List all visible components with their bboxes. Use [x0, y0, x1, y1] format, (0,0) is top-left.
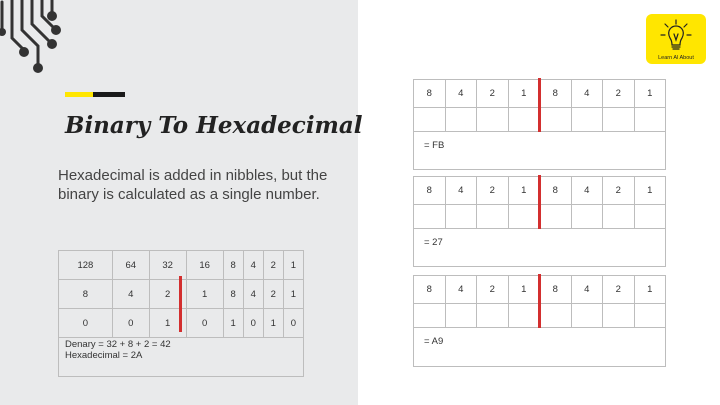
header-cell: 2	[603, 276, 635, 304]
accent-bar-yellow	[65, 92, 93, 97]
header-cell: 8	[540, 276, 572, 304]
worked-example-result	[58, 337, 304, 377]
answer-cell[interactable]	[445, 108, 477, 132]
binary-digit-cell: 1	[263, 309, 283, 338]
header-cell: 2	[477, 177, 509, 205]
binary-digit-cell: 0	[243, 309, 263, 338]
hex-result: = 27	[424, 237, 443, 248]
answer-cell[interactable]	[508, 108, 540, 132]
header-cell: 4	[571, 177, 603, 205]
answer-cell[interactable]	[477, 205, 509, 229]
header-cell: 1	[634, 80, 666, 108]
answer-cell[interactable]	[634, 108, 666, 132]
lightbulb-icon	[646, 16, 706, 56]
header-cell: 8	[414, 177, 446, 205]
header-cell: 4	[445, 80, 477, 108]
place-value-cell: 1	[283, 251, 303, 280]
header-cell: 4	[571, 276, 603, 304]
header-cell: 1	[508, 177, 540, 205]
place-value-cell: 64	[112, 251, 149, 280]
hex-result: Hexadecimal = 2A	[65, 350, 143, 361]
header-cell: 8	[414, 276, 446, 304]
answer-cell[interactable]	[603, 108, 635, 132]
answer-cell[interactable]	[477, 304, 509, 328]
answer-cell[interactable]	[540, 108, 572, 132]
header-cell: 2	[603, 80, 635, 108]
nibble-value-cell: 8	[223, 280, 243, 309]
nibble-value-cell: 2	[263, 280, 283, 309]
header-cell: 1	[508, 276, 540, 304]
answer-cell[interactable]	[508, 304, 540, 328]
binary-digit-cell: 1	[223, 309, 243, 338]
nibble-value-cell: 2	[149, 280, 186, 309]
exercise-result-1	[413, 132, 666, 170]
slide-title: Binary To Hexadecimal	[65, 112, 363, 139]
nibble-value-cell: 1	[283, 280, 303, 309]
header-cell: 4	[445, 276, 477, 304]
slide-description: Hexadecimal is added in nibbles, but the binary is calculated as a single number.	[58, 167, 328, 203]
answer-cell[interactable]	[445, 304, 477, 328]
hex-result: = FB	[424, 140, 445, 151]
binary-digit-cell: 1	[149, 309, 186, 338]
header-cell: 2	[477, 276, 509, 304]
answer-cell[interactable]	[571, 304, 603, 328]
exercise-result-3	[413, 328, 666, 367]
nibble-value-cell: 4	[243, 280, 263, 309]
logo-text: Learn Al About	[658, 55, 694, 61]
answer-cell[interactable]	[414, 205, 446, 229]
binary-digit-cell: 0	[283, 309, 303, 338]
exercise-result-2	[413, 229, 666, 267]
header-cell: 1	[508, 80, 540, 108]
answer-cell[interactable]	[634, 205, 666, 229]
header-cell: 8	[414, 80, 446, 108]
binary-digit-cell: 0	[59, 309, 113, 338]
binary-digit-cell: 0	[186, 309, 223, 338]
header-cell: 8	[540, 177, 572, 205]
nibble-divider	[538, 274, 541, 328]
denary-result: Denary = 32 + 8 + 2 = 42	[65, 339, 171, 350]
answer-cell[interactable]	[477, 108, 509, 132]
answer-cell[interactable]	[540, 304, 572, 328]
answer-cell[interactable]	[603, 205, 635, 229]
brand-logo	[646, 14, 706, 64]
answer-cell[interactable]	[414, 108, 446, 132]
header-cell: 2	[477, 80, 509, 108]
place-value-cell: 32	[149, 251, 186, 280]
header-cell: 8	[540, 80, 572, 108]
nibble-divider	[538, 78, 541, 132]
answer-cell[interactable]	[508, 205, 540, 229]
place-value-cell: 8	[223, 251, 243, 280]
circuit-decoration-icon	[0, 0, 72, 78]
header-cell: 1	[634, 276, 666, 304]
answer-cell[interactable]	[445, 205, 477, 229]
place-value-cell: 128	[59, 251, 113, 280]
binary-digit-cell: 0	[112, 309, 149, 338]
header-cell: 1	[634, 177, 666, 205]
answer-cell[interactable]	[571, 205, 603, 229]
accent-bar-black	[93, 92, 125, 97]
answer-cell[interactable]	[603, 304, 635, 328]
header-cell: 2	[603, 177, 635, 205]
place-value-cell: 16	[186, 251, 223, 280]
answer-cell[interactable]	[540, 205, 572, 229]
nibble-value-cell: 1	[186, 280, 223, 309]
answer-cell[interactable]	[634, 304, 666, 328]
answer-cell[interactable]	[571, 108, 603, 132]
nibble-divider	[179, 276, 182, 332]
header-cell: 4	[445, 177, 477, 205]
place-value-cell: 2	[263, 251, 283, 280]
nibble-value-cell: 8	[59, 280, 113, 309]
nibble-value-cell: 4	[112, 280, 149, 309]
header-cell: 4	[571, 80, 603, 108]
place-value-cell: 4	[243, 251, 263, 280]
hex-result: = A9	[424, 336, 444, 347]
nibble-divider	[538, 175, 541, 229]
answer-cell[interactable]	[414, 304, 446, 328]
